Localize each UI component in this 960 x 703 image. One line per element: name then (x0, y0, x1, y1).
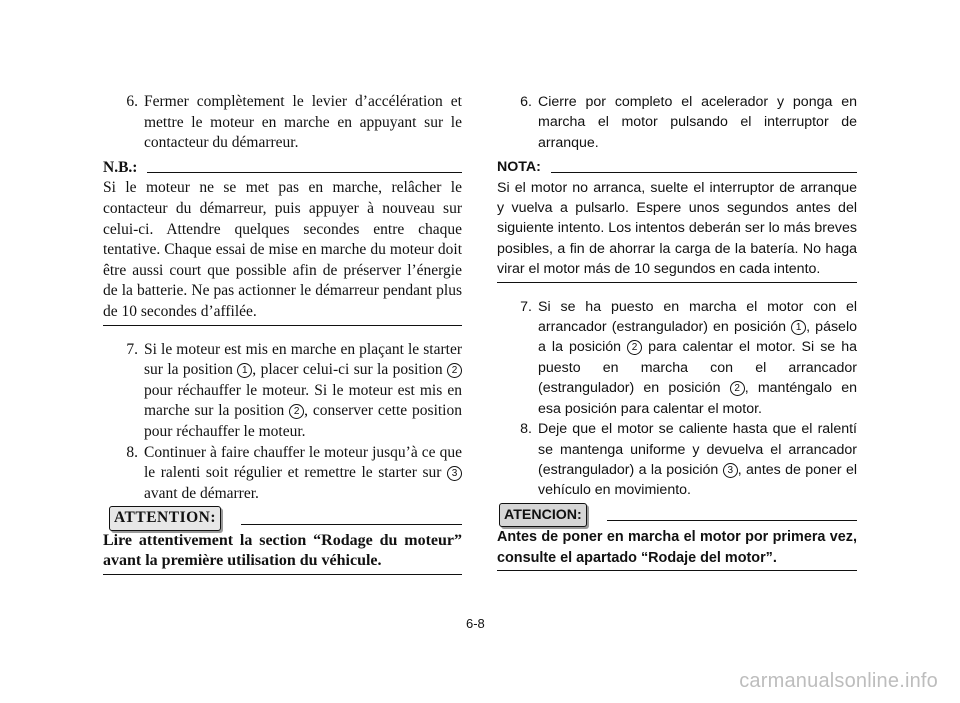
step-number: 6. (126, 93, 138, 110)
fr-caution-text: Lire attentivement la section “Rodage du moteur” avant la première utilisation du véhicule. (103, 531, 462, 575)
divider (607, 520, 857, 521)
es-caution-heading (497, 503, 857, 527)
circled-number-marker: 1 (237, 363, 252, 378)
fr-note-heading (103, 158, 462, 179)
es-step-7 (497, 297, 857, 419)
es-step-6 (497, 92, 857, 153)
circled-number-marker: 3 (723, 463, 738, 478)
fr-step-7 (103, 340, 462, 443)
step-text: Deje que el motor se caliente hasta que el ralentí se mantenga uniforme y devuelva el arrancador (estrangulador) a la posición 3 , antes de poner el vehículo en movimiento. (538, 421, 857, 499)
divider (147, 172, 462, 173)
step-text: Fermer complètement le levier d’accélération et mettre le moteur en marche en appuyant sur le contacteur du démarreur. (144, 93, 462, 152)
caution-badge: ATTENTION: (109, 506, 221, 531)
note-label: N.B.: (103, 158, 138, 176)
es-caution-text: Antes de poner en marcha el motor por primera vez, consulte el apartado “Rodaje del motor”. (497, 527, 857, 571)
circled-number-marker: 2 (447, 363, 462, 378)
divider (551, 172, 857, 173)
circled-number-marker: 2 (730, 381, 745, 396)
french-column (103, 92, 462, 575)
es-note-text: Si el motor no arranca, suelte el interruptor de arranque y vuelva a pulsarlo. Espere unos segundos antes del siguiente intento. Los intentos deberán ser lo más breves posibles, a fin de ahorrar la carga de la batería. No haga virar el motor más de 10 segundos en cada intento. (497, 178, 857, 283)
watermark: carmanualsonline.info (739, 670, 938, 692)
caution-badge: ATENCION: (499, 503, 587, 527)
step-text: Si se ha puesto en marcha el motor con el arrancador (estrangulador) en posición 1 , páselo a la posición 2 para calentar el motor. Si se ha puesto en marcha con el arrancador (estrangulador) en posición 2 , manténgalo en esa posición para calentar el motor. (538, 298, 857, 417)
spanish-column (497, 92, 857, 571)
step-number: 7. (520, 298, 532, 315)
note-label: NOTA: (497, 159, 541, 176)
step-text: Continuer à faire chauffer le moteur jusqu’à ce que le ralenti soit régulier et remettre le starter sur 3 avant de démarrer. (144, 443, 462, 502)
circled-number-marker: 2 (627, 340, 642, 355)
step-text: Cierre por completo el acelerador y ponga en marcha el motor pulsando el interruptor de arranque. (538, 94, 857, 151)
step-number: 8. (126, 443, 138, 461)
circled-number-marker: 1 (791, 320, 806, 335)
fr-caution-heading (103, 506, 462, 531)
step-number: 8. (520, 421, 532, 438)
fr-step-6 (103, 92, 462, 154)
es-note-heading (497, 157, 857, 177)
fr-step-8 (103, 443, 462, 505)
step-number: 6. (520, 94, 532, 110)
step-text: Si le moteur est mis en marche en plaçant le starter sur la position 1 , placer celui-ci sur la position 2 pour réchauffer le moteur. Si le moteur est mis en marche sur la position 2 , conserver cette position pour réchauffer le moteur. (144, 340, 462, 440)
step-number: 7. (126, 340, 138, 358)
circled-number-marker: 2 (289, 404, 304, 419)
divider (241, 524, 462, 525)
es-step-8 (497, 419, 857, 501)
page-number: 6-8 (466, 616, 485, 631)
circled-number-marker: 3 (447, 466, 462, 481)
fr-note-text: Si le moteur ne se met pas en marche, relâcher le contacteur du démarreur, puis appuyer à nouveau sur celui-ci. Attendre quelques secondes entre chaque tentative. Chaque essai de mise en marche du moteur doit être aussi court que possible afin de préserver l’énergie de la batterie. Ne pas actionner le démarreur pendant plus de 10 secondes d’affilée. (103, 178, 462, 325)
